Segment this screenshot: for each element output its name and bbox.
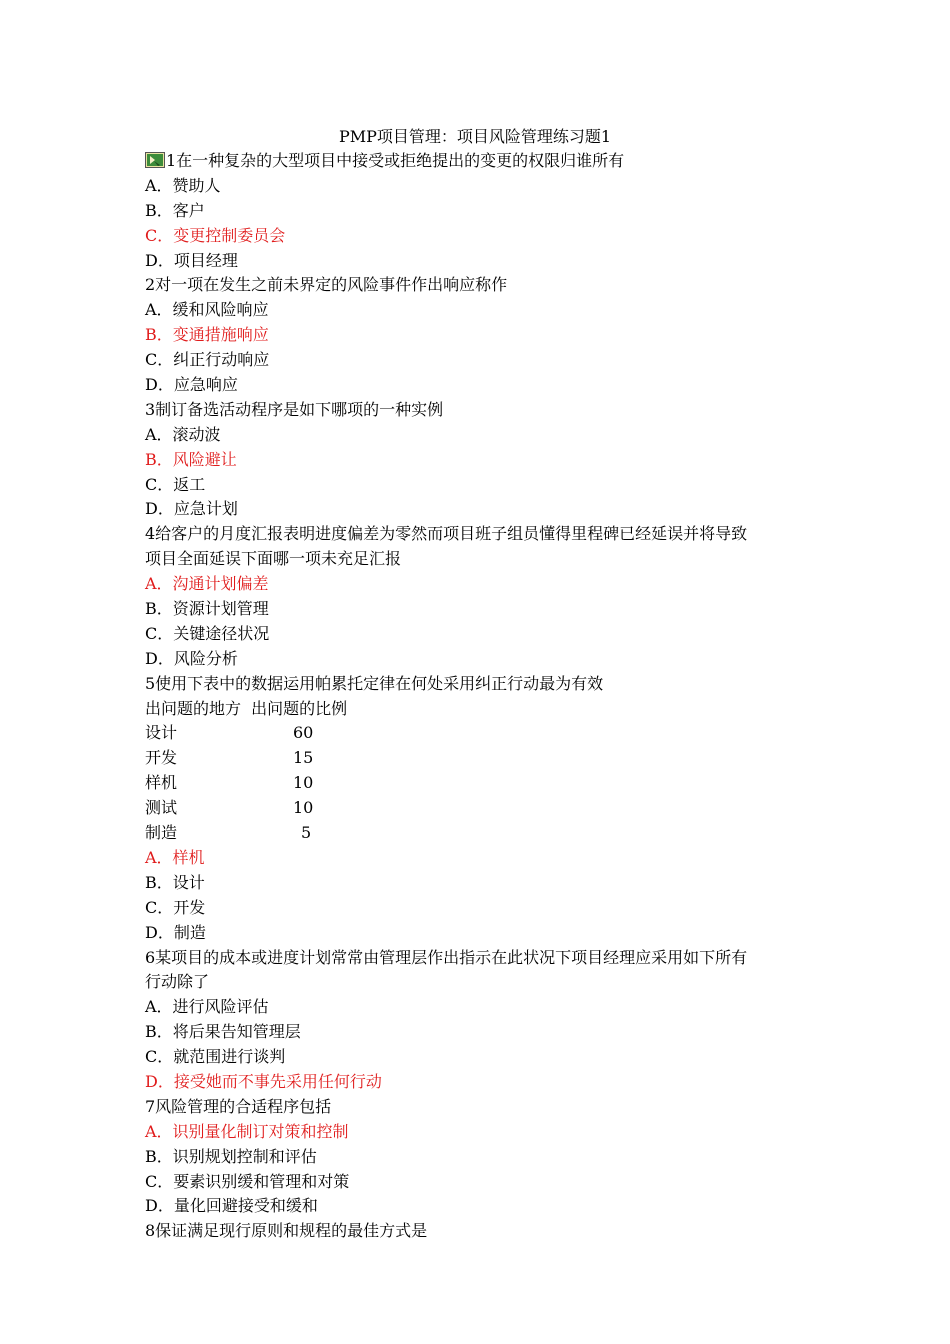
question-4-option-c: C．关键途径状况 [145, 623, 270, 643]
question-6-option-b: B．将后果告知管理层 [145, 1022, 301, 1042]
question-3-option-c: C．返工 [145, 474, 206, 494]
table-row [145, 746, 825, 771]
question-text: 2对一项在发生之前未界定的风险事件作出响应称作 [145, 275, 508, 295]
question-4-stem [145, 547, 825, 572]
question-7-option-a: A．识别量化制订对策和控制 [145, 1121, 349, 1141]
question-2-option-b: B．变通措施响应 [145, 325, 269, 345]
question-1-option-d: D．项目经理 [145, 250, 238, 270]
document-annotation-icon[interactable] [145, 151, 165, 167]
question-7-option-c: C．要素识别缓和管理和对策 [145, 1171, 350, 1191]
table-row [145, 796, 825, 821]
question-2-option-d: D．应急响应 [145, 375, 238, 395]
question-4-option-d: D．风险分析 [145, 648, 238, 668]
question-6-stem [145, 946, 825, 971]
question-text: 项目全面延误下面哪一项未充足汇报 [145, 549, 402, 569]
question-4-option-a: A．沟通计划偏差 [145, 574, 269, 594]
question-6-option-d: D．接受她而不事先采用任何行动 [145, 1071, 382, 1091]
question-6-option-c: C．就范围进行谈判 [145, 1047, 286, 1067]
table-row [145, 771, 825, 796]
question-text: 8保证满足现行原则和规程的最佳方式是 [145, 1221, 428, 1241]
question-1-option-a: A．赞助人 [145, 175, 221, 195]
table-cell-percent: 10 [293, 798, 314, 818]
table-cell-place: 制造 [145, 823, 178, 843]
question-1-stem [145, 149, 825, 174]
question-7-option-b: B．识别规划控制和评估 [145, 1146, 317, 1166]
question-4-option-b: B．资源计划管理 [145, 599, 269, 619]
table-cell-percent: 60 [293, 723, 314, 743]
question-2-option-c: C．纠正行动响应 [145, 350, 270, 370]
question-1-option-c: C．变更控制委员会 [145, 225, 286, 245]
table-cell-percent: 5 [301, 823, 312, 843]
table-row [145, 821, 825, 846]
table-cell-percent: 10 [293, 773, 314, 793]
table-cell-percent: 15 [293, 748, 314, 768]
question-7-option-d: D．量化回避接受和缓和 [145, 1196, 318, 1216]
question-5-option-c: C．开发 [145, 897, 206, 917]
table-cell-place: 设计 [145, 723, 178, 743]
question-text: 3制订备选活动程序是如下哪项的一种实例 [145, 399, 444, 419]
question-text: 4给客户的月度汇报表明进度偏差为零然而项目班子组员懂得里程碑已经延误并将导致 [145, 524, 748, 544]
table-row [145, 721, 825, 746]
question-text: 5使用下表中的数据运用帕累托定律在何处采用纠正行动最为有效 [145, 673, 604, 693]
question-1-option-b: B．客户 [145, 200, 205, 220]
question-3-stem [145, 398, 825, 423]
question-3-option-d: D．应急计划 [145, 499, 238, 519]
question-5-option-a: A．样机 [145, 847, 205, 867]
page-title: PMP项目管理：项目风险管理练习题1 [338, 127, 612, 146]
question-7-stem [145, 1095, 825, 1120]
table-header: 出问题的地方 出问题的比例 [145, 698, 348, 718]
question-text: 7风险管理的合适程序包括 [145, 1096, 332, 1116]
question-list [145, 149, 825, 1244]
question-5-option-b: B．设计 [145, 872, 205, 892]
question-text: 行动除了 [145, 972, 210, 992]
table-cell-place: 测试 [145, 798, 178, 818]
table-cell-place: 开发 [145, 748, 178, 768]
question-5-stem [145, 672, 825, 697]
question-text: 6某项目的成本或进度计划常常由管理层作出指示在此状况下项目经理应采用如下所有 [145, 947, 748, 967]
question-3-option-b: B．风险避让 [145, 449, 237, 469]
question-8-stem [145, 1219, 825, 1244]
question-6-stem [145, 970, 825, 995]
question-5-option-d: D．制造 [145, 922, 206, 942]
question-3-option-a: A．滚动波 [145, 424, 221, 444]
table-cell-place: 样机 [145, 773, 178, 793]
question-2-option-a: A．缓和风险响应 [145, 300, 269, 320]
question-4-stem [145, 522, 825, 547]
question-2-stem [145, 273, 825, 298]
question-6-option-a: A．进行风险评估 [145, 997, 269, 1017]
question-text: 1在一种复杂的大型项目中接受或拒绝提出的变更的权限归谁所有 [166, 151, 625, 170]
